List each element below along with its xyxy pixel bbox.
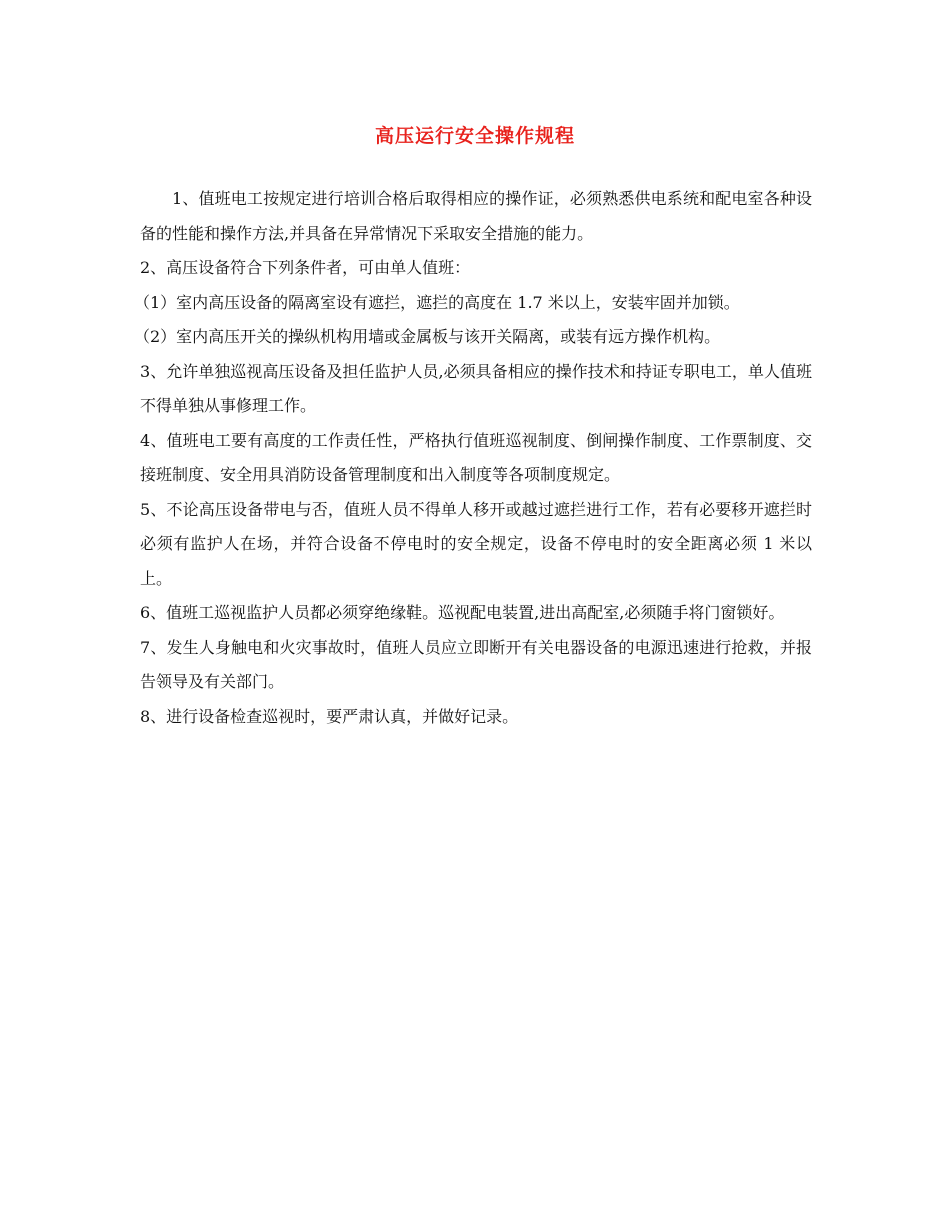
paragraph-2-item-1: （1）室内高压设备的隔离室设有遮拦，遮拦的高度在 1.7 米以上，安装牢固并加锁。 xyxy=(134,292,740,312)
paragraph-4: 4、值班电工要有高度的工作责任性，严格执行值班巡视制度、倒闸操作制度、工作票制度、交接班制度、安全用具消防设备管理制度和出入制度等各项制度规定。 xyxy=(140,430,812,484)
document-title: 高压运行安全操作规程 xyxy=(374,125,575,147)
paragraph-1: 1、值班电工按规定进行培训合格后取得相应的操作证，必须熟悉供电系统和配电室各种设备的性能和操作方法,并具备在异常情况下采取安全措施的能力。 xyxy=(140,189,812,243)
paragraph-6: 6、值班工巡视监护人员都必须穿绝缘鞋。巡视配电装置,进出高配室,必须随手将门窗锁好。 xyxy=(140,603,785,622)
paragraph-5: 5、不论高压设备带电与否，值班人员不得单人移开或越过遮拦进行工作，若有必要移开遮拦时必须有监护人在场，并符合设备不停电时的安全规定，设备不停电时的安全距离必须 1 米以上。 xyxy=(140,499,812,588)
paragraph-3: 3、允许单独巡视高压设备及担任监护人员,必须具备相应的操作技术和持证专职电工，单人值班不得单独从事修理工作。 xyxy=(140,361,812,415)
paragraph-2: 2、高压设备符合下列条件者，可由单人值班： xyxy=(140,258,471,277)
paragraph-7: 7、发生人身触电和火灾事故时，值班人员应立即断开有关电器设备的电源迅速进行抢救，并报告领导及有关部门。 xyxy=(140,637,812,691)
document-body xyxy=(134,182,812,734)
paragraph-2-item-2: （2）室内高压开关的操纵机构用墙或金属板与该开关隔离，或装有远方操作机构。 xyxy=(134,327,721,346)
paragraph-8: 8、进行设备检查巡视时，要严肃认真，并做好记录。 xyxy=(140,706,519,726)
